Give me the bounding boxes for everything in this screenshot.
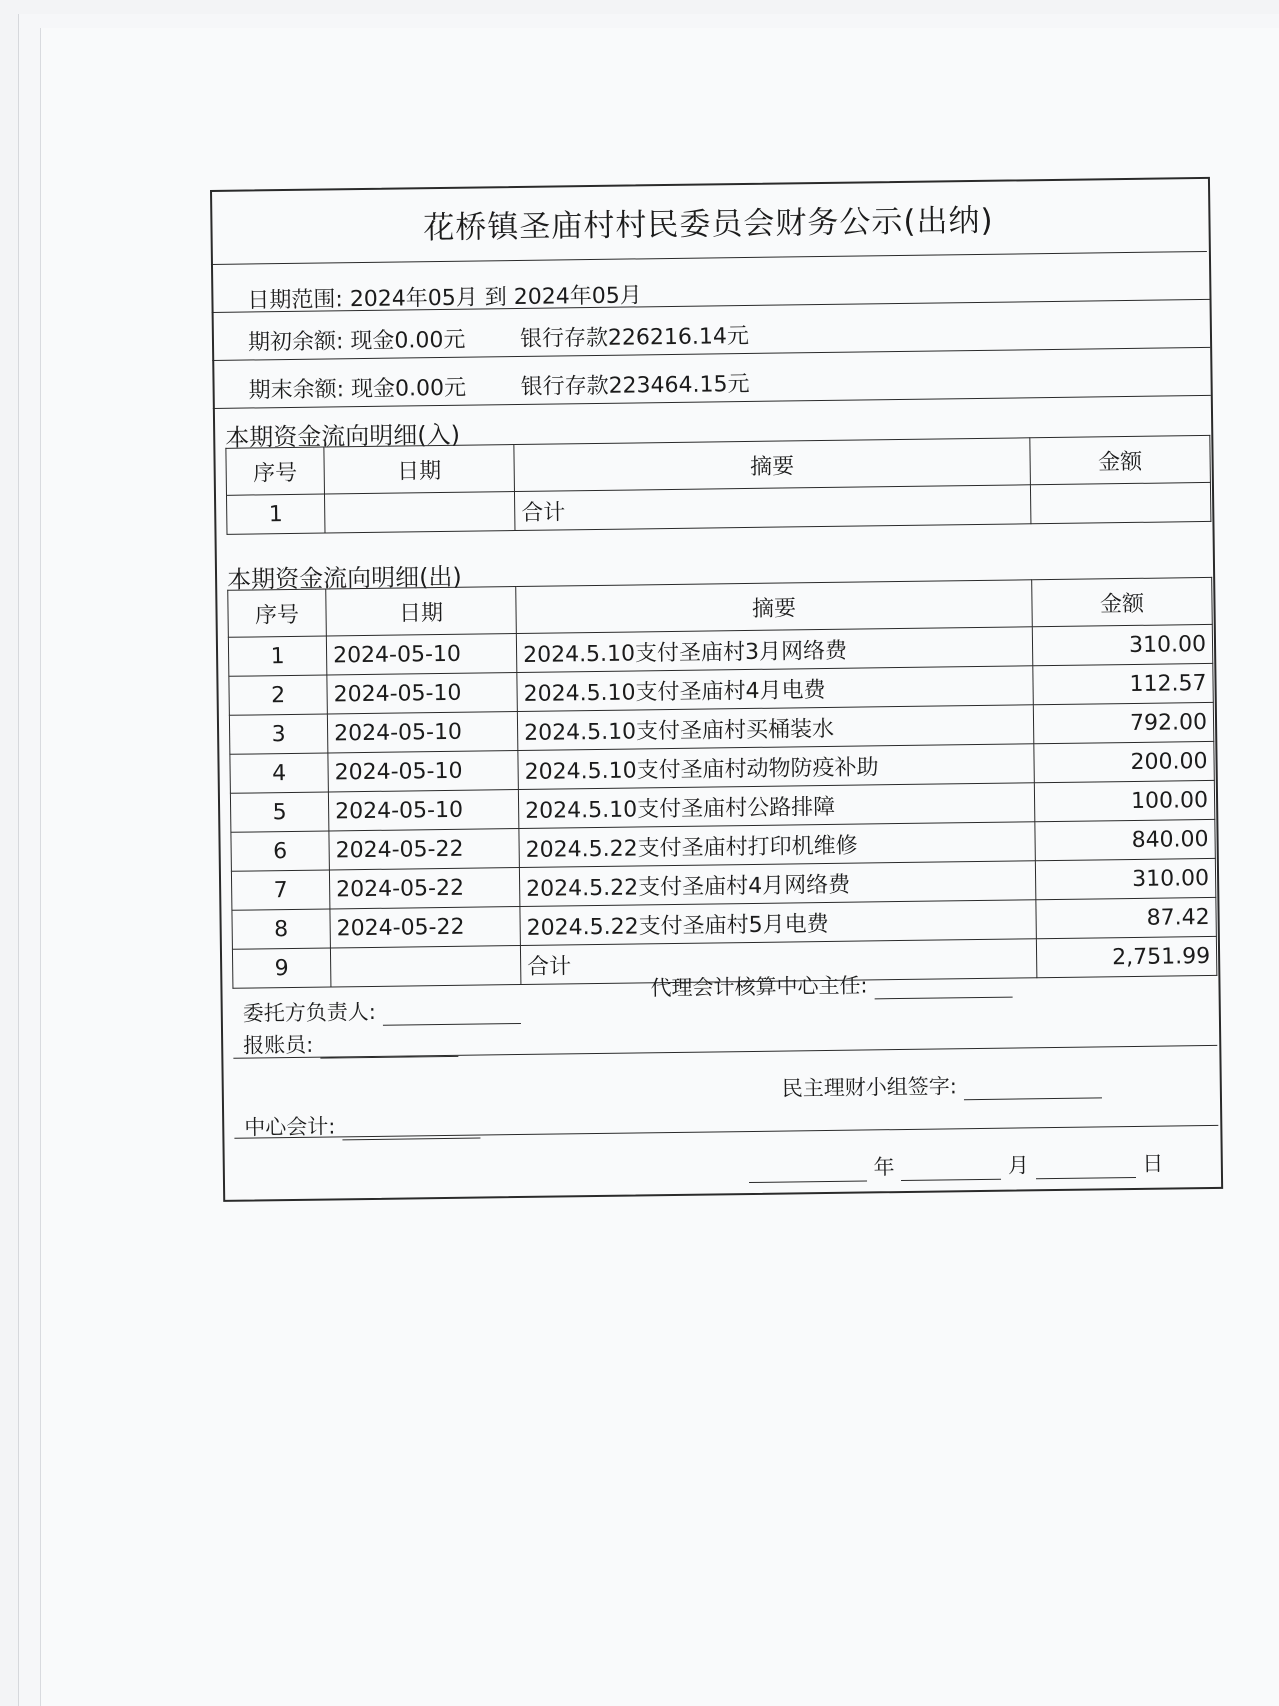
row-amount: 100.00 <box>1034 780 1214 821</box>
signature-line <box>874 977 1012 1000</box>
day-line <box>1035 1157 1135 1179</box>
date-range: 日期范围: 2024年05月 到 2024年05月 <box>247 283 642 314</box>
row-no: 7 <box>231 870 330 910</box>
col-summary: 摘要 <box>516 580 1033 634</box>
center-director-sign <box>650 968 1012 1003</box>
row-date: 2024-05-22 <box>329 829 519 870</box>
month-label: 月 <box>1007 1153 1030 1178</box>
date-sign <box>749 1148 1164 1183</box>
income-heading: 本期资金流向明细(入) <box>225 420 461 452</box>
row-amount: 310.00 <box>1032 624 1212 665</box>
row-summary: 2024.5.10支付圣庙村动物防疫补助 <box>518 744 1034 790</box>
row-no: 3 <box>229 714 328 754</box>
month-line <box>901 1159 1001 1181</box>
row-summary: 合计 <box>520 939 1036 985</box>
row-amount: 792.00 <box>1033 702 1213 743</box>
row-date: 2024-05-10 <box>328 751 518 792</box>
col-amount: 金额 <box>1030 435 1211 484</box>
row-no: 9 <box>232 948 331 988</box>
row-no: 1 <box>228 636 327 676</box>
row-amount: 840.00 <box>1035 819 1215 860</box>
row-date <box>330 946 520 987</box>
row-summary: 2024.5.22支付圣庙村4月网络费 <box>519 861 1035 907</box>
expense-table <box>227 577 1217 989</box>
col-summary: 摘要 <box>514 438 1031 492</box>
year-label: 年 <box>873 1155 895 1180</box>
center-accountant-label: 中心会计: <box>244 1114 336 1140</box>
col-date: 日期 <box>324 445 515 494</box>
row-amount: 87.42 <box>1036 897 1216 938</box>
row-summary: 2024.5.22支付圣庙村打印机维修 <box>519 822 1035 868</box>
row-date: 2024-05-10 <box>326 634 516 675</box>
finance-disclosure-form <box>210 177 1223 1202</box>
expense-heading: 本期资金流向明细(出) <box>226 562 463 594</box>
day-label: 日 <box>1142 1151 1164 1176</box>
row-amount: 112.57 <box>1033 663 1213 704</box>
row-amount: 2,751.99 <box>1036 936 1216 977</box>
client-head-label: 委托方负责人: <box>242 999 377 1026</box>
client-head-sign <box>243 994 521 1028</box>
row-summary: 2024.5.10支付圣庙村买桶装水 <box>517 705 1033 751</box>
row-no: 8 <box>232 909 331 949</box>
closing-bank: 银行存款223464.15元 <box>520 371 750 400</box>
row-amount: 310.00 <box>1035 858 1215 899</box>
row-date: 2024-05-22 <box>329 868 519 909</box>
col-no: 序号 <box>228 589 327 637</box>
row-no: 4 <box>230 753 329 793</box>
col-amount: 金额 <box>1032 577 1213 626</box>
row-no: 5 <box>230 792 329 832</box>
row-date: 2024-05-22 <box>330 907 520 948</box>
row-summary: 合计 <box>514 485 1030 531</box>
income-table <box>225 435 1211 535</box>
group-sign-label: 民主理财小组签字: <box>781 1074 958 1101</box>
group-sign <box>782 1068 1102 1102</box>
col-no: 序号 <box>226 447 325 495</box>
col-date: 日期 <box>326 587 517 636</box>
row-date: 2024-05-10 <box>327 673 517 714</box>
row-summary: 2024.5.10支付圣庙村4月电费 <box>517 666 1033 712</box>
row-no: 6 <box>231 831 330 871</box>
row-amount <box>1030 482 1210 523</box>
opening-bank: 银行存款226216.14元 <box>519 323 750 352</box>
row-date: 2024-05-10 <box>327 712 517 753</box>
signature-line <box>382 1003 520 1026</box>
row-date <box>324 492 514 533</box>
form-title: 花桥镇圣庙村村民委员会财务公示(出纳) <box>210 177 1207 265</box>
row-summary: 2024.5.10支付圣庙村公路排障 <box>518 783 1034 829</box>
row-summary: 2024.5.10支付圣庙村3月网络费 <box>516 627 1032 673</box>
signature-line <box>963 1077 1101 1100</box>
row-no: 1 <box>226 494 325 534</box>
year-line <box>749 1160 867 1183</box>
opening-cash: 期初余额: 现金0.00元 <box>247 327 466 356</box>
center-director-label: 代理会计核算中心主任: <box>650 973 868 1001</box>
row-summary: 2024.5.22支付圣庙村5月电费 <box>520 900 1036 946</box>
row-date: 2024-05-10 <box>328 790 518 831</box>
closing-cash: 期末余额: 现金0.00元 <box>248 375 467 404</box>
row-amount: 200.00 <box>1034 741 1214 782</box>
bookkeeper-label: 报账员: <box>243 1032 314 1058</box>
row-no: 2 <box>229 675 328 715</box>
